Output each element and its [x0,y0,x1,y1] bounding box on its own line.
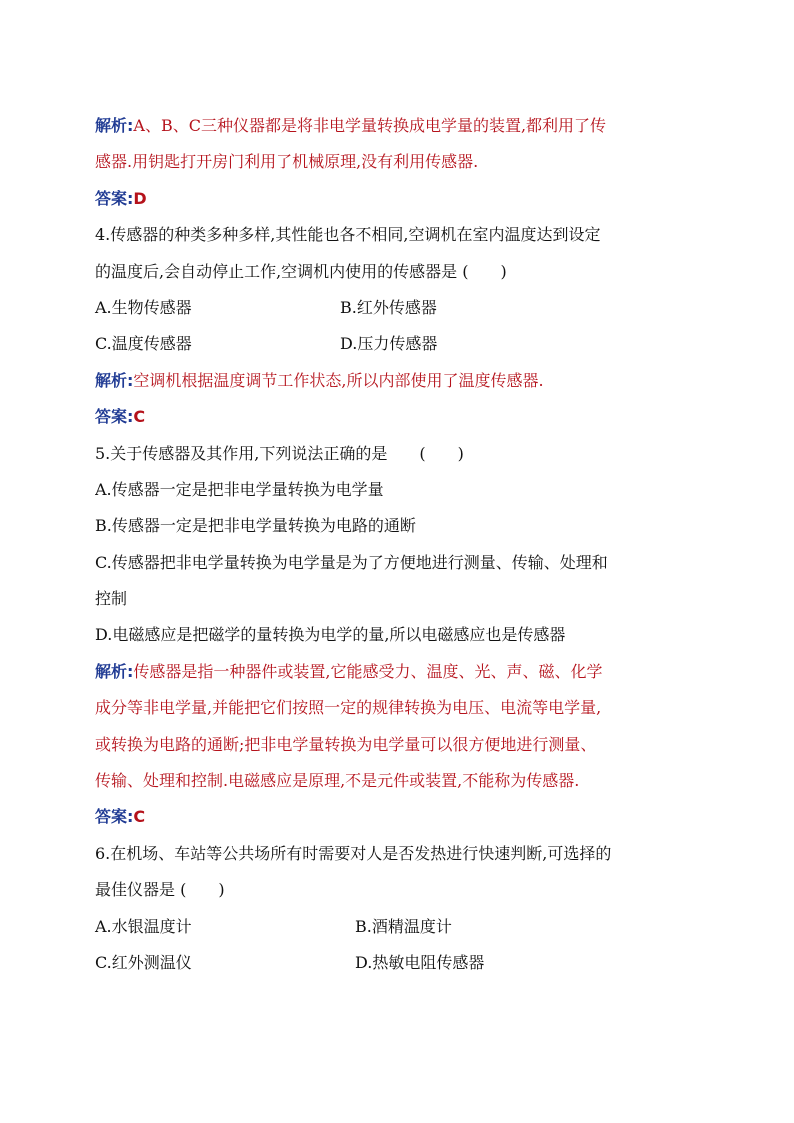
q4-answer-value: C [133,407,146,427]
q4-answer [95,399,710,435]
q4-answer-label: 答案: [95,407,134,427]
q5-option-c-line-1: C.传感器把非电学量转换为电学量是为了方便地进行测量、传输、处理和 [95,552,608,572]
q6-option-c: C.红外测温仪 [95,952,192,972]
q6-option-b: B.酒精温度计 [355,916,452,936]
q5-analysis-line-1 [95,654,710,690]
q6-stem-line-2: 最佳仪器是 ( ) [95,880,225,900]
q3-analysis-line-2: 感器.用钥匙打开房门利用了机械原理,没有利用传感器. [95,152,479,172]
q4-option-a: A.生物传感器 [95,297,192,317]
q4-stem-line-2: 的温度后,会自动停止工作,空调机内使用的传感器是 ( ) [95,261,507,281]
q5-option-d: D.电磁感应是把磁学的量转换为电学的量,所以电磁感应也是传感器 [95,625,566,645]
q5-answer [95,799,710,835]
q6-stem-line-1: 6.在机场、车站等公共场所有时需要对人是否发热进行快速判断,可选择的 [95,843,612,863]
q5-analysis-line-4: 传输、处理和控制.电磁感应是原理,不是元件或装置,不能称为传感器. [95,771,580,791]
q4-options-row-1 [95,290,710,326]
q3-analysis-text-1: A、B、C三种仪器都是将非电学量转换成电学量的装置,都利用了传 [133,116,607,135]
q6-option-a: A.水银温度计 [95,916,192,936]
q5-analysis-text-1: 传感器是指一种器件或装置,它能感受力、温度、光、声、磁、化学 [133,661,603,681]
q4-stem-line-1: 4.传感器的种类多种多样,其性能也各不相同,空调机在室内温度达到设定 [95,225,601,245]
q4-option-b: B.红外传感器 [340,297,437,317]
q3-answer-label: 答案: [95,188,134,208]
q4-analysis-label: 解析: [95,370,134,390]
q4-analysis-text: 空调机根据温度调节工作状态,所以内部使用了温度传感器. [133,370,544,390]
q5-answer-value: C [133,807,146,827]
q3-answer-value: D [133,188,147,208]
q4-options-row-2 [95,326,710,362]
q4-option-d: D.压力传感器 [340,334,438,354]
q5-option-a: A.传感器一定是把非电学量转换为电学量 [95,479,384,499]
q5-option-b: B.传感器一定是把非电学量转换为电路的通断 [95,516,416,536]
q6-options-row-2 [95,945,710,981]
q5-answer-label: 答案: [95,807,134,827]
q5-analysis-label: 解析: [95,661,134,681]
q5-stem: 5.关于传感器及其作用,下列说法正确的是 ( ) [95,443,464,463]
document-page [95,108,710,981]
q5-option-c-line-2: 控制 [95,589,128,609]
q5-analysis-line-2: 成分等非电学量,并能把它们按照一定的规律转换为电压、电流等电学量, [95,698,602,718]
q3-analysis-line-1 [95,108,710,144]
q4-option-c: C.温度传感器 [95,334,192,354]
q3-answer [95,181,710,217]
q6-options-row-1 [95,909,710,945]
q6-option-d: D.热敏电阻传感器 [355,952,485,972]
q3-analysis-label: 解析: [95,116,134,135]
q5-analysis-line-3: 或转换为电路的通断;把非电学量转换为电学量可以很方便地进行测量、 [95,734,597,754]
q4-analysis [95,363,710,399]
